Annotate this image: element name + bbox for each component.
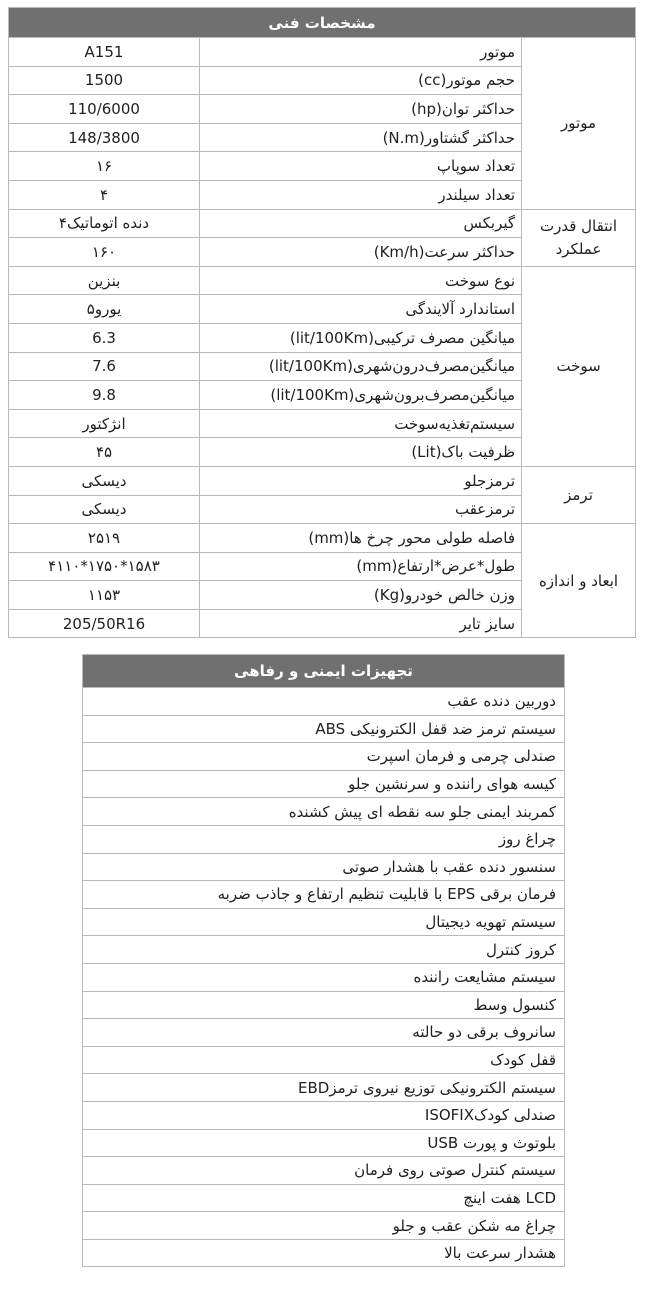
equipment-row [83, 991, 565, 1019]
specs-title: مشخصات فنی [9, 8, 636, 38]
spec-value: 6.3 [9, 323, 200, 352]
equipment-item: کمربند ایمنی جلو سه نقطه ای پیش کشنده [83, 798, 565, 826]
equipment-item: کیسه هوای راننده و سرنشین جلو [83, 770, 565, 798]
spec-label: حداکثر توان(hp) [200, 95, 522, 124]
spec-row [9, 524, 636, 553]
equipment-row [83, 1046, 565, 1074]
spec-value: 7.6 [9, 352, 200, 381]
spec-value: ۴دنده اتوماتیک [9, 209, 200, 238]
spec-label: ترمزعقب [200, 495, 522, 524]
spec-value: 205/50R16 [9, 609, 200, 638]
spec-row [9, 38, 636, 67]
equipment-item: سیستم کنترل صوتی روی فرمان [83, 1157, 565, 1185]
spec-value: دیسکی [9, 466, 200, 495]
equipment-row [83, 770, 565, 798]
equipment-row [83, 1184, 565, 1212]
equipment-item: هشدار سرعت بالا [83, 1239, 565, 1267]
spec-value: ۴۵ [9, 438, 200, 467]
spec-value: 148/3800 [9, 123, 200, 152]
spec-value: ۲۵۱۹ [9, 524, 200, 553]
spec-value: بنزین [9, 266, 200, 295]
equipment-row [83, 936, 565, 964]
spec-group-name: ترمز [522, 466, 636, 523]
equipment-row [83, 908, 565, 936]
equipment-row [83, 1239, 565, 1267]
spec-value: انژکتور [9, 409, 200, 438]
equipment-item: کروز کنترل [83, 936, 565, 964]
spec-label: گیربکس [200, 209, 522, 238]
equipment-row [83, 853, 565, 881]
equipment-item: چراغ روز [83, 825, 565, 853]
equipment-table [82, 654, 565, 1267]
specs-body [9, 38, 636, 638]
equipment-item: سیستم تهویه دیجیتال [83, 908, 565, 936]
spec-group-name: سوخت [522, 266, 636, 466]
equipment-row [83, 1101, 565, 1129]
equipment-item: سیستم ترمز ضد قفل الکترونیکی ABS [83, 715, 565, 743]
equipment-item: صندلی چرمی و فرمان اسپرت [83, 743, 565, 771]
equipment-row [83, 881, 565, 909]
equipment-body [83, 688, 565, 1267]
spec-label: وزن خالص خودرو(Kg) [200, 581, 522, 610]
spec-value: ۴۱۱۰*۱۷۵۰*۱۵۸۳ [9, 552, 200, 581]
spec-label: سایز تایر [200, 609, 522, 638]
equipment-title: تجهیزات ایمنی و رفاهی [83, 655, 565, 688]
equipment-item: صندلی کودکISOFIX [83, 1101, 565, 1129]
spec-label: میانگین‌مصرف‌درون‌شهری(lit/100Km) [200, 352, 522, 381]
spec-label: ظرفیت باک(Lit) [200, 438, 522, 467]
spec-value: دیسکی [9, 495, 200, 524]
spec-value: 110/6000 [9, 95, 200, 124]
equipment-item: بلوتوث و پورت USB [83, 1129, 565, 1157]
equipment-row [83, 743, 565, 771]
equipment-row [83, 1074, 565, 1102]
spec-label: نوع سوخت [200, 266, 522, 295]
equipment-row [83, 1129, 565, 1157]
equipment-row [83, 715, 565, 743]
equipment-item: کنسول وسط [83, 991, 565, 1019]
equipment-row [83, 688, 565, 716]
equipment-item: فرمان برقی EPS با قابلیت تنظیم ارتفاع و جاذب ضربه [83, 881, 565, 909]
equipment-row [83, 1212, 565, 1240]
spec-label: ترمزجلو [200, 466, 522, 495]
spec-value: ۱۶ [9, 152, 200, 181]
spec-label: تعداد سوپاپ [200, 152, 522, 181]
spec-value: ۴ [9, 180, 200, 209]
equipment-row [83, 798, 565, 826]
spec-value: ۱۱۵۳ [9, 581, 200, 610]
spec-row [9, 466, 636, 495]
equipment-item: قفل کودک [83, 1046, 565, 1074]
equipment-row [83, 825, 565, 853]
spec-label: حجم موتور(cc) [200, 66, 522, 95]
equipment-item: سنسور دنده عقب با هشدار صوتی [83, 853, 565, 881]
spec-value: یورو۵ [9, 295, 200, 324]
spec-value: 9.8 [9, 381, 200, 410]
technical-specs-table [8, 7, 636, 638]
spec-label: طول*عرض*ارتفاع(mm) [200, 552, 522, 581]
equipment-row [83, 1019, 565, 1047]
spec-label: میانگین مصرف ترکیبی(lit/100Km) [200, 323, 522, 352]
spec-group-name: موتور [522, 38, 636, 210]
spec-value: 1500 [9, 66, 200, 95]
spec-label: حداکثر گشتاور(N.m) [200, 123, 522, 152]
equipment-item: چراغ مه شکن عقب و جلو [83, 1212, 565, 1240]
spec-label: میانگین‌مصرف‌برون‌شهری(lit/100Km) [200, 381, 522, 410]
spec-label: استاندارد آلایندگی [200, 295, 522, 324]
equipment-row [83, 1157, 565, 1185]
spec-label: حداکثر سرعت(Km/h) [200, 238, 522, 267]
spec-value: ۱۶۰ [9, 238, 200, 267]
spec-label: فاصله طولی محور چرخ ها(mm) [200, 524, 522, 553]
spec-row [9, 209, 636, 238]
equipment-item: سیستم الکترونیکی توزیع نیروی ترمزEBD [83, 1074, 565, 1102]
equipment-row [83, 963, 565, 991]
equipment-item: دوربین دنده عقب [83, 688, 565, 716]
equipment-item: سیستم مشایعت راننده [83, 963, 565, 991]
spec-value: A151 [9, 38, 200, 67]
spec-row [9, 266, 636, 295]
spec-group-name: انتقال قدرت عملکرد [522, 209, 636, 266]
spec-label: سیستم‌تغذیه‌سوخت [200, 409, 522, 438]
spec-group-name: ابعاد و اندازه [522, 524, 636, 638]
spec-label: تعداد سیلندر [200, 180, 522, 209]
equipment-item: سانروف برقی دو حالته [83, 1019, 565, 1047]
spec-label: موتور [200, 38, 522, 67]
equipment-item: LCD هفت اینچ [83, 1184, 565, 1212]
